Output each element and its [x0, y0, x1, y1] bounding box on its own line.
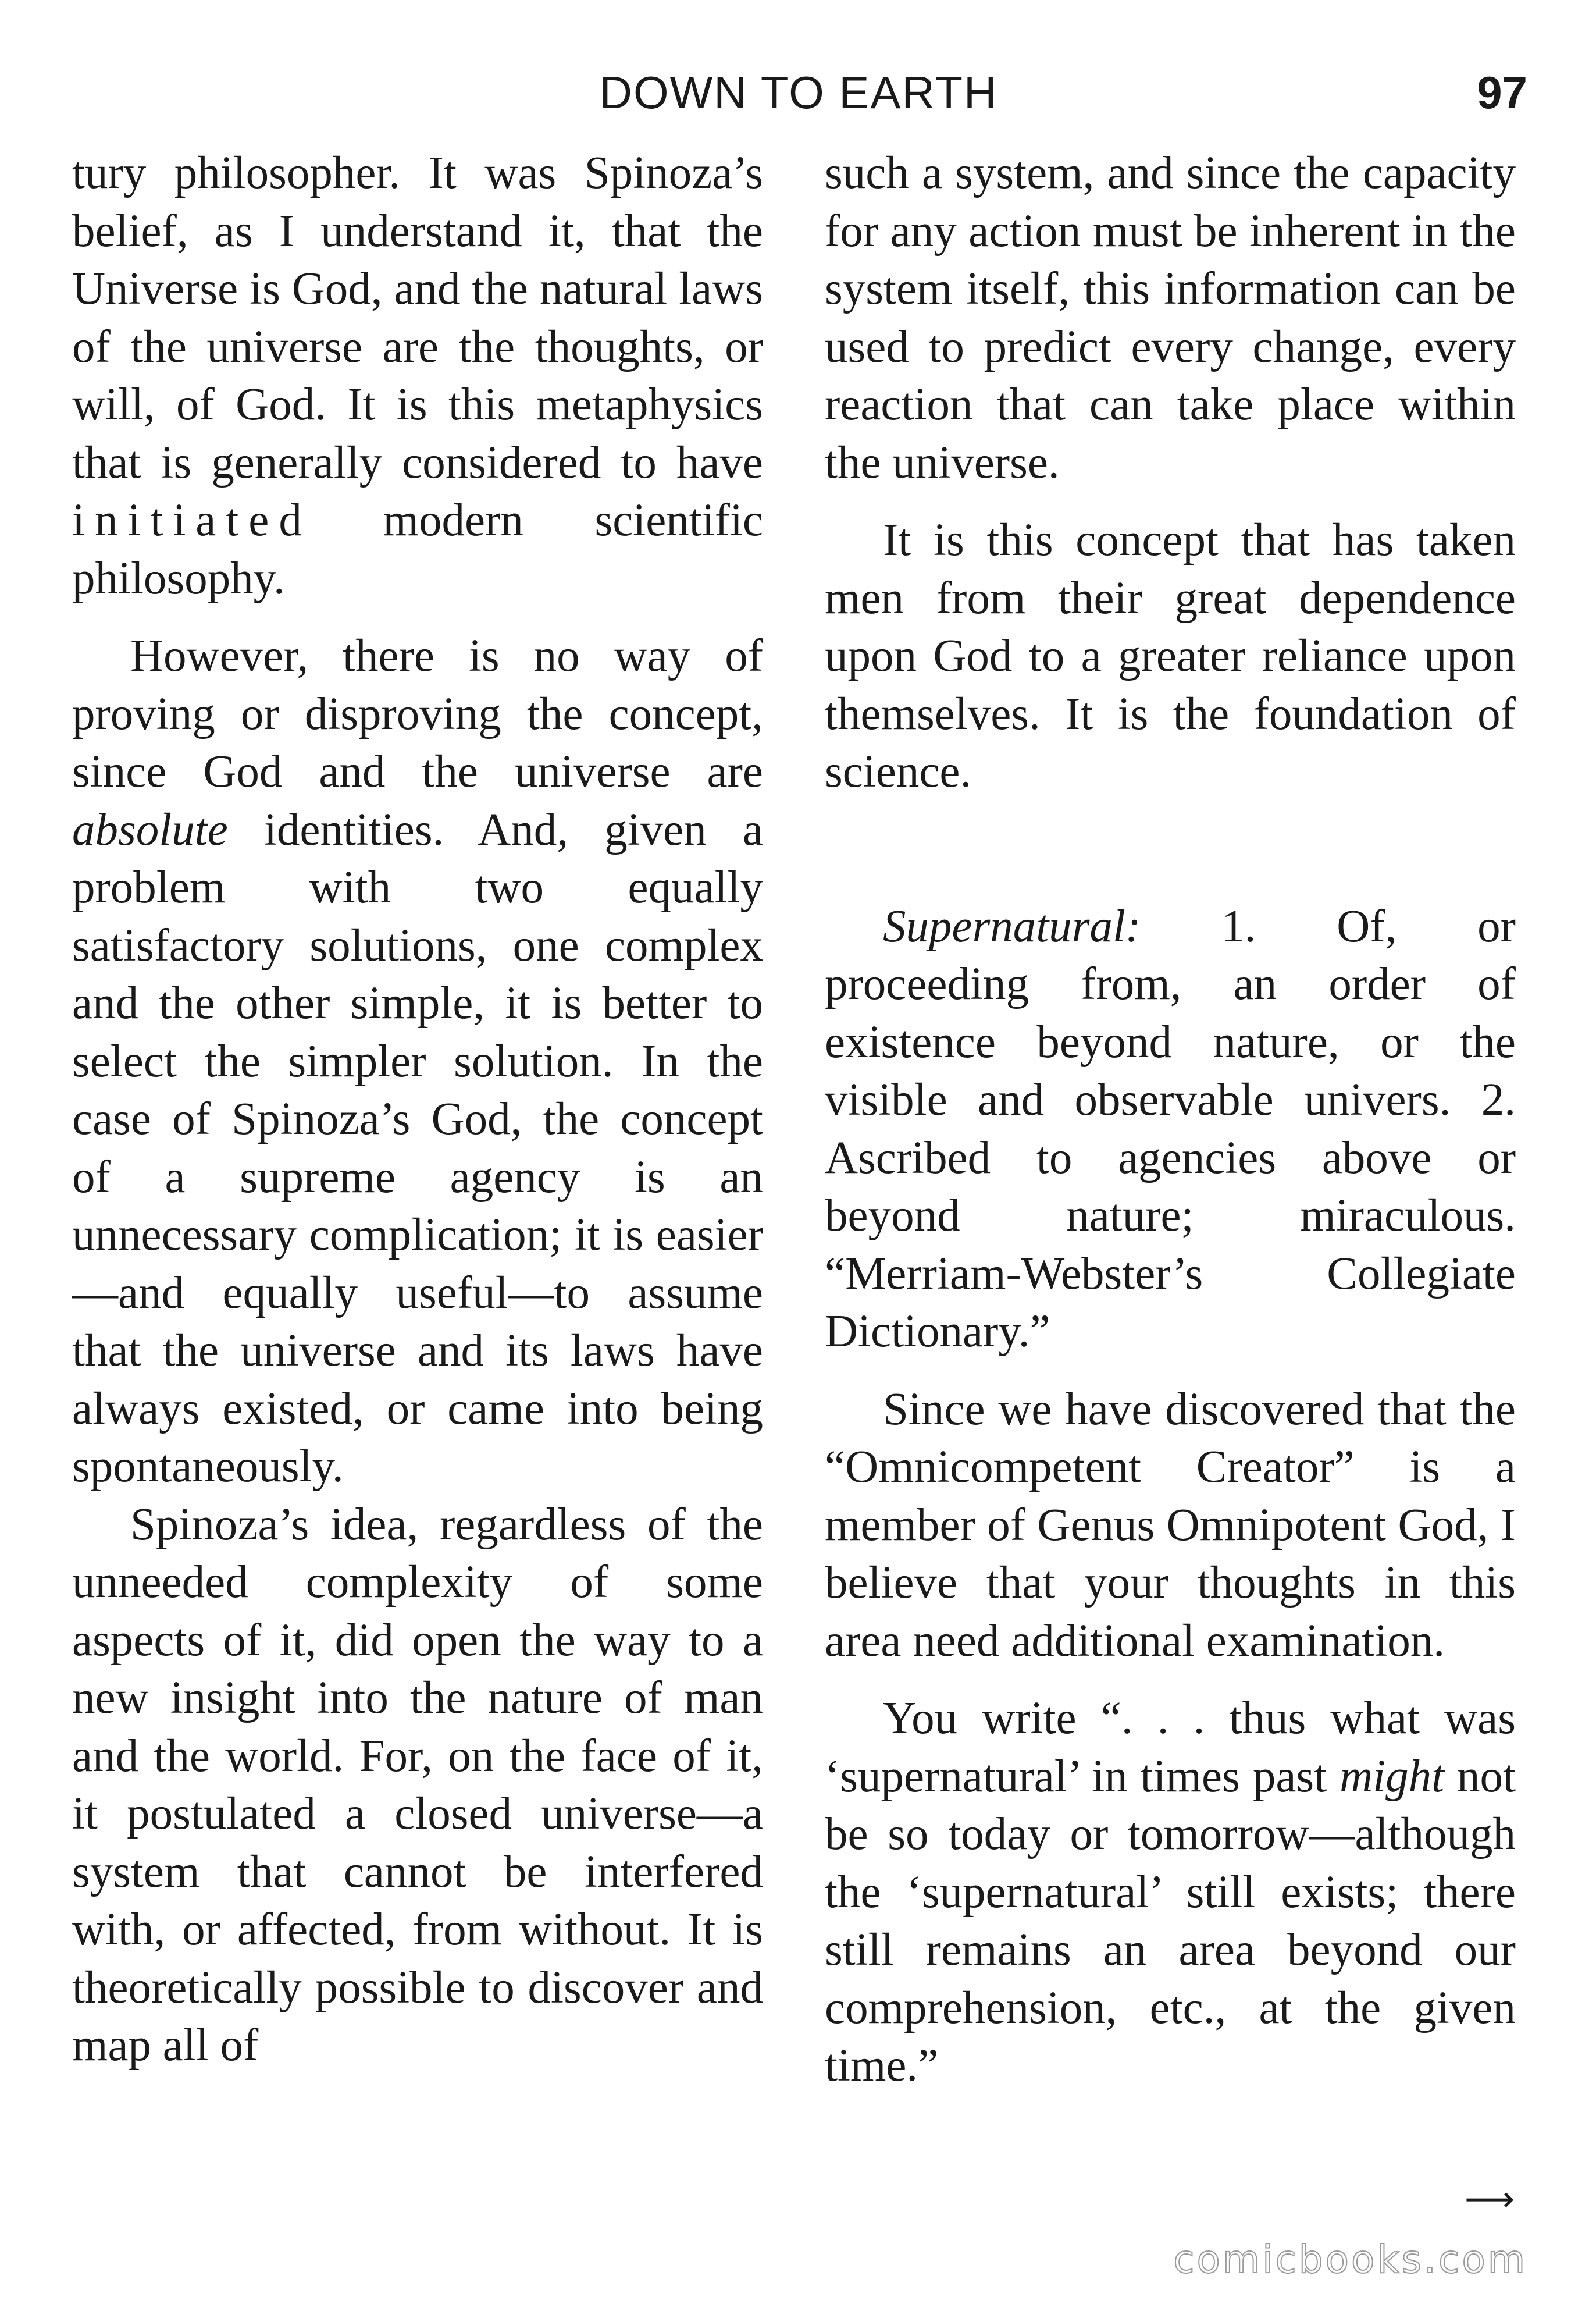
page-header — [70, 61, 1527, 125]
text-run: 1. Of, or proceeding from, an order of existence beyond nature, or the visible and observable univers. 2. Ascribed to agencies above or beyond nature; miraculous. “Merriam-Webster’s Collegiate Dictionary.” — [825, 901, 1516, 1357]
text-run: identities. And, given a problem with two equally satisfactory solutions, one complex and the other simple, it is better to select the simpler solution. In the case of Spinoza’s God, the concept of a supreme agency is an unnecessary complication; it is easier—and equally useful—to assume that the universe and its laws have always existed, or came into being spontaneously. — [72, 804, 763, 1492]
right-paragraph-2: It is this concept that has taken men from their great dependence upon God to a greater reliance upon themselves. It is the foundation of science. — [825, 515, 1516, 797]
right-paragraph-1: such a system, and since the capacity for any action must be inherent in the system itself, this information can be used to predict every change, every reaction that can take place within the universe. — [825, 148, 1516, 488]
italic-word: absolute — [72, 804, 228, 855]
italic-word: might — [1340, 1751, 1445, 1802]
text-run: However, there is no way of proving or disproving the concept, since God and the universe are — [72, 631, 763, 797]
text-run: tury philosopher. It was Spinoza’s belief, as I understand it, that the Universe is God, and the natural laws of the universe are the thoughts, or will, of God. It is this metaphysics that is generally considered to have — [72, 148, 763, 488]
spaced-word: initiated — [72, 495, 312, 546]
page-number: 97 — [1477, 67, 1527, 118]
right-column — [825, 144, 1516, 2095]
definition-term: Supernatural: — [883, 901, 1141, 952]
left-paragraph-1 — [72, 144, 763, 607]
left-paragraph-3: Spinoza’s idea, regardless of the unneeded complexity of some aspects of it, did open the way to a new insight into the nature of man and the world. For, on the face of it, it postulated a closed universe—a system that cannot be interfered with, or affected, from without. It is theoretically possible to discover and map all of — [72, 1499, 763, 2071]
text-run: not be so today or tomorrow—although the ‘supernatural’ still exists; there still remains an area beyond our comprehension, etc., at the given time.” — [825, 1751, 1516, 2091]
watermark: comicbooks.com — [1173, 2237, 1527, 2282]
left-paragraph-2 — [72, 627, 763, 1496]
text-run: modern scientific philosophy. — [72, 495, 763, 604]
left-column — [72, 144, 763, 2075]
definition-paragraph — [825, 898, 1516, 1361]
running-head: DOWN TO EARTH — [599, 67, 998, 118]
continue-arrow-icon: ⟶ — [1464, 2179, 1515, 2220]
text-run: You write “. . . thus what was ‘supernatural’ in times past — [825, 1693, 1516, 1802]
right-paragraph-4: Since we have discovered that the “Omnicompetent Creator” is a member of Genus Omnipotent God, I believe that your thoughts in this area need additional examination. — [825, 1384, 1516, 1666]
right-paragraph-5 — [825, 1690, 1516, 2095]
